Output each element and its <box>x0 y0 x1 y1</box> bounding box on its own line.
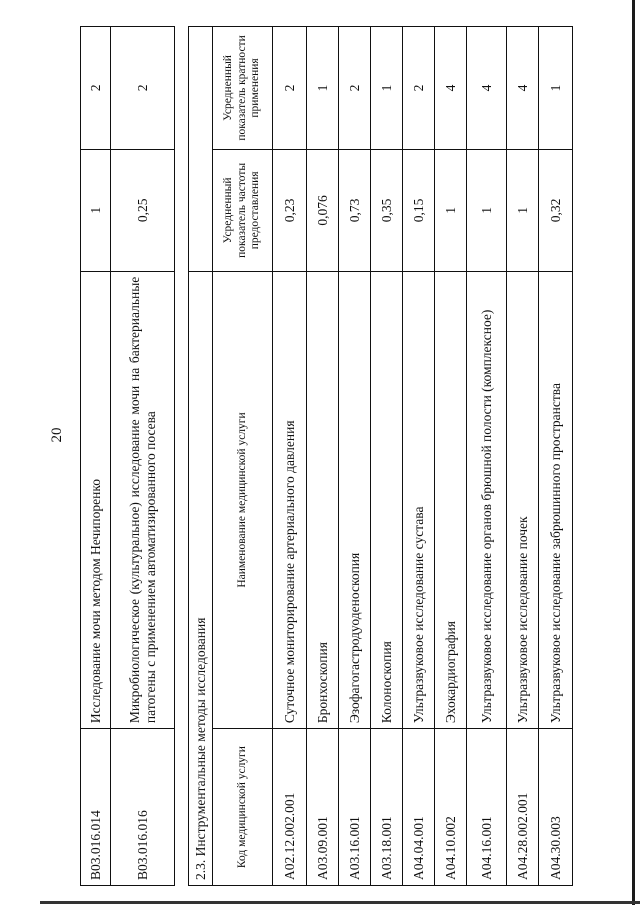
table-row <box>307 27 339 886</box>
frequency-value: 0,15 <box>403 149 435 271</box>
header-frequency: Усредненный показатель частоты предоставления <box>213 149 273 271</box>
table-row <box>339 27 371 886</box>
table-row <box>371 27 403 886</box>
service-code: B03.016.016 <box>111 729 175 886</box>
service-code: B03.016.014 <box>81 729 111 886</box>
service-name: Эзофагогастродуоденоскопия <box>339 271 371 728</box>
service-name: Суточное мониторирование артериального давления <box>273 271 307 728</box>
frequency-value: 0,25 <box>111 149 175 271</box>
multiplicity-value: 1 <box>371 27 403 150</box>
service-name: Ультразвуковое исследование забрюшинного пространства <box>539 271 573 728</box>
service-name: Микробиологическое (культуральное) исследование мочи на бактериальные патогены с применением автоматизированного посева <box>111 271 175 728</box>
service-code: A03.09.001 <box>307 729 339 886</box>
multiplicity-value: 4 <box>507 27 539 150</box>
table-row <box>507 27 539 886</box>
service-name: Бронхоскопия <box>307 271 339 728</box>
page-number: 20 <box>49 427 65 443</box>
service-code: A04.16.001 <box>467 729 507 886</box>
frequency-value: 0,23 <box>273 149 307 271</box>
header-multiplicity: Усредненный показатель кратности применения <box>213 27 273 150</box>
header-name: Наименование медицинской услуги <box>213 271 273 728</box>
service-name: Ультразвуковое исследование сустава <box>403 271 435 728</box>
frequency-value: 0,076 <box>307 149 339 271</box>
service-code: A04.04.001 <box>403 729 435 886</box>
rotated-document-content <box>80 26 600 886</box>
table-row <box>81 27 111 886</box>
page-edge-bottom <box>40 901 640 904</box>
section-title-row <box>189 27 213 886</box>
table-row <box>467 27 507 886</box>
frequency-value: 0,32 <box>539 149 573 271</box>
section-title-empty <box>189 27 213 272</box>
frequency-value: 1 <box>81 149 111 271</box>
service-name: Ультразвуковое исследование почек <box>507 271 539 728</box>
table-row <box>403 27 435 886</box>
service-name: Эхокардиография <box>435 271 467 728</box>
multiplicity-value: 4 <box>435 27 467 150</box>
multiplicity-value: 2 <box>81 27 111 150</box>
instrumental-methods-table <box>188 26 573 886</box>
service-code: A04.10.002 <box>435 729 467 886</box>
table-row <box>273 27 307 886</box>
table-row <box>435 27 467 886</box>
table-row <box>111 27 175 886</box>
table-header-row <box>213 27 273 886</box>
multiplicity-value: 2 <box>111 27 175 150</box>
multiplicity-value: 4 <box>467 27 507 150</box>
multiplicity-value: 1 <box>307 27 339 150</box>
service-name: Исследование мочи методом Нечипоренко <box>81 271 111 728</box>
multiplicity-value: 1 <box>539 27 573 150</box>
service-code: A04.28.002.001 <box>507 729 539 886</box>
page-edge-right <box>632 0 635 905</box>
service-code: A03.16.001 <box>339 729 371 886</box>
multiplicity-value: 2 <box>273 27 307 150</box>
multiplicity-value: 2 <box>403 27 435 150</box>
frequency-value: 1 <box>467 149 507 271</box>
service-code: A02.12.002.001 <box>273 729 307 886</box>
service-code: A03.18.001 <box>371 729 403 886</box>
header-code: Код медицинской услуги <box>213 729 273 886</box>
lab-tests-table-continuation <box>80 26 175 886</box>
frequency-value: 1 <box>435 149 467 271</box>
service-name: Ультразвуковое исследование органов брюшной полости (комплексное) <box>467 271 507 728</box>
service-name: Колоноскопия <box>371 271 403 728</box>
frequency-value: 0,73 <box>339 149 371 271</box>
frequency-value: 0,35 <box>371 149 403 271</box>
service-code: A04.30.003 <box>539 729 573 886</box>
table-row <box>539 27 573 886</box>
frequency-value: 1 <box>507 149 539 271</box>
section-title: 2.3. Инструментальные методы исследования <box>189 271 213 885</box>
multiplicity-value: 2 <box>339 27 371 150</box>
